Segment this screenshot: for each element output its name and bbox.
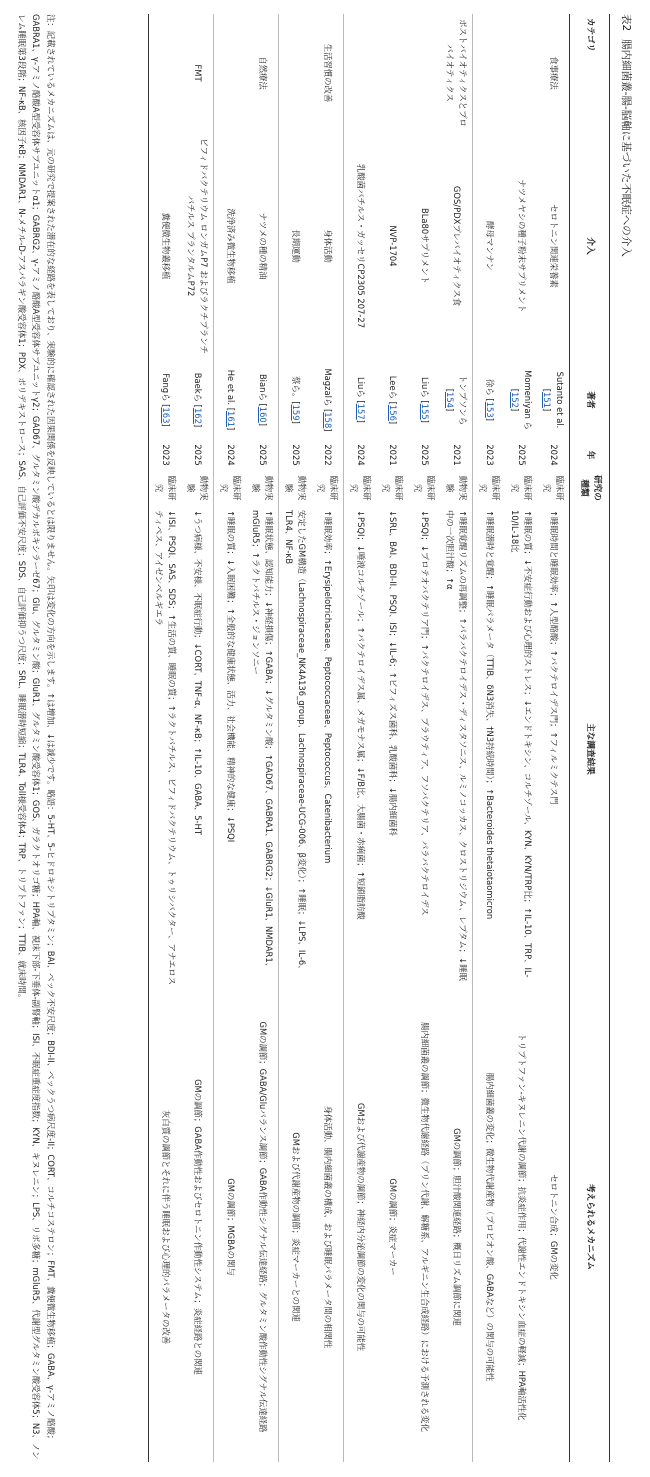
author-name: Baekら [ xyxy=(192,372,203,408)
mechanism-cell: 腸内細菌叢の変化；微生物代謝産物（プロピオン酸、GABAなど）の関与の可能性 xyxy=(484,1072,495,1382)
author-cell xyxy=(505,360,537,440)
year-cell: 2025 xyxy=(419,444,430,466)
reference-link[interactable]: 153 xyxy=(484,401,495,418)
header-mechanism: 考えられるメカニズム xyxy=(570,992,610,1462)
author-cell xyxy=(537,360,570,440)
year-cell: 2021 xyxy=(387,444,398,466)
year-cell: 2024 xyxy=(548,444,559,466)
author-name: Momeniyan ら [ xyxy=(510,370,534,430)
interventions-table xyxy=(148,14,610,1462)
reference-link[interactable]: 160 xyxy=(257,406,268,423)
table-row xyxy=(537,14,570,1462)
author-name: Bianら [ xyxy=(257,373,268,407)
category-cell xyxy=(376,14,408,132)
caption-label: 表2 xyxy=(620,14,632,32)
results-cell: 安定したGM構造（Lachnospiraceae_NK4A136_group、Lachnospiraceae-UCG-006、β変化）；↑睡眠；↓LPS、IL-6、TLR4、NF-κB xyxy=(284,510,308,974)
author-name: Liuら [ xyxy=(355,377,366,404)
results-cell: ↑睡眠の質；↓入眠困難；↑全般的な健康状態、活力、社会機能、精神的な健康；↓PSQI xyxy=(225,510,236,843)
results-cell: ↑睡眠の質；↓不安症行動および心理的ストレス；↓エンドトキシン、コルチゾール、KYN、KYN/TRP比；↑IL-10、TRP、IL-10/IL-18比 xyxy=(510,510,534,978)
mechanism-cell: GMおよび代謝産物の調節；神経内分泌調節の変化の関与の可能性 xyxy=(355,1102,366,1352)
author-name: Sutanto et al. [ xyxy=(542,371,566,429)
intervention-cell: 酵母マンナン xyxy=(484,221,495,271)
author-cell xyxy=(408,360,440,440)
author-name: 蔡ら。[ xyxy=(290,376,301,405)
table-row xyxy=(376,14,408,1462)
author-cell xyxy=(376,360,408,440)
category-cell xyxy=(344,14,377,132)
reference-link[interactable]: 152 xyxy=(510,392,521,408)
author-bracket: ] xyxy=(322,428,333,432)
intervention-cell: BLa80サプリメント xyxy=(419,208,430,284)
author-cell xyxy=(149,360,182,440)
intervention-cell: ナツメの種の精油 xyxy=(246,132,279,360)
mechanism-cell: 腸内細菌叢の調節；微生物代謝経路（プリン代謝、解糖系、アルギニン生合成経路）における予測される変化 xyxy=(419,1022,430,1432)
mechanism-cell: 身体活動、腸内細菌叢の構成、および睡眠パラメータ間の相関性 xyxy=(311,992,344,1462)
study-cell: 臨床研究 xyxy=(149,470,182,506)
study-cell: 動物実験 xyxy=(246,470,279,506)
header-row xyxy=(570,14,610,1462)
study-cell: 臨床研究 xyxy=(381,475,405,501)
header-year: 年 xyxy=(570,440,610,470)
results-cell: ↑睡眠効率；↑Erysipelotrichaceae、Peptococcaceae、Peptococcus、Catenibacterium xyxy=(311,506,344,992)
intervention-cell: 乳酸菌バチルス・ガッセリCP2305 207-27 xyxy=(355,163,366,329)
author-name: He et al. [ xyxy=(225,369,236,411)
header-study: 研究の種類 xyxy=(570,470,610,506)
table-row xyxy=(246,14,279,1462)
results-cell: ↓ISI、PSQI、SAS、SDS；↑生活の質、睡眠の質；↑ラクトバチルス、ビフィドバクテリウム、トゥリシバクター、アナエロスティペス、アイゼンベルギエラ xyxy=(149,506,182,992)
year-cell: 2023 xyxy=(149,440,182,470)
study-cell: 臨床研究 xyxy=(478,475,502,501)
intervention-cell: 糞便微生物叢移植 xyxy=(149,132,182,360)
results-cell: ↑睡眠状態、認知能力；↓神経損傷；↑GABA；↓グルタミン酸；↑GAD67、GABRA1、GABRG2；↓GluR1、NMDAR1、mGluR5；↑ラクトバチルス・ジョンソニー xyxy=(246,506,279,992)
year-cell: 2025 xyxy=(181,440,214,470)
category-cell: ポストバイオティクスとプロバイオティクス xyxy=(440,14,473,132)
table-footnote: 注：記載されているメカニズムは、元の研究で提案された潜在的な経路を表しており、実験的に確認された因果関係を反映しているとは限りません。矢印は変化の方向を示します。↑は増加、↓は減少です。略語：5-HT、5-ヒドロキシトリプタミン；BAI、ベック不安尺度；BDI-II、ベックうつ病尺度-II；CORT、コルチコステロン；FMT、糞便微生物移植；GABA、γ-アミノ酪酸；GABRA1、γ-アミノ酪酸A型受容体サブユニットα1；GABRG2、γ-アミノ酪酸A型受容体サブユニットγ2；GAD67、グルタミン酸デカルボキシラーゼ67；Glu、グルタミン酸；GluR1、グルタミン酸受容体1；GOS、ガラクトオリゴ糖；HPA軸、視床下部-下垂体-副腎軸；ISI、不眠症重症度指数；KYN、キヌレニン；LPS、リポ多糖；mGluR5、代謝型グルタミン酸受容体5；N3、ノンレム睡眠第3段階；NF-κB、核因子κB；NMDAR1、N-メチル-D-アスパラギン酸受容体1；PDX、ポリデキストロース；SAS、自己評価不安尺度；SDS、自己評価抑うつ尺度；SRL、睡眠潜時短縮；TLR4、Toll様受容体4；TRP、トリプトファン；TTIB、就床時間。 xyxy=(16,14,56,1460)
reference-link[interactable]: 156 xyxy=(387,404,398,421)
intervention-cell: 長期運動 xyxy=(290,229,301,263)
author-bracket: ] xyxy=(484,417,495,421)
author-cell xyxy=(344,360,377,440)
intervention-cell: 身体活動 xyxy=(311,132,344,360)
table-row xyxy=(505,14,537,1462)
mechanism-cell: セロトニン合成；GMの変化 xyxy=(548,1174,559,1280)
category-cell: 生活習慣の改善 xyxy=(311,14,344,132)
results-cell: ↓SRL、BAI、BDI-II、PSQI、ISI；↓IL-6；↑ビフィズス菌科、乳酸菌科；↓腸内細菌科 xyxy=(387,510,398,836)
author-cell xyxy=(473,360,506,440)
category-cell xyxy=(149,14,182,132)
author-name: Magzalら [ xyxy=(322,368,333,413)
mechanism-cell: GMの調節；胆汁酸関連経路；概日リズム調節に関連 xyxy=(440,992,473,1462)
table-caption xyxy=(619,14,634,265)
author-name: Leeら [ xyxy=(387,375,398,405)
study-cell: 臨床研究 xyxy=(349,475,373,501)
author-cell xyxy=(311,360,344,440)
study-cell: 臨床研究 xyxy=(311,470,344,506)
table-row xyxy=(473,14,506,1462)
author-cell xyxy=(279,360,312,440)
table-row xyxy=(279,14,312,1462)
caption-title: 腸内細菌叢-腸-脳軸に基づいた不眠症への介入 xyxy=(620,39,632,257)
header-category: カテゴリ xyxy=(570,14,610,132)
study-cell: 臨床研究 xyxy=(219,475,243,501)
author-name: Fangら [ xyxy=(160,373,171,408)
intervention-cell: 洗浄済み微生物移植 xyxy=(225,208,236,284)
author-bracket: ] xyxy=(355,419,366,423)
author-name: 徐ら [ xyxy=(484,379,495,402)
category-cell xyxy=(408,14,440,132)
reference-link[interactable]: 155 xyxy=(419,403,430,420)
intervention-cell: セロトニン関連栄養素 xyxy=(548,204,559,288)
reference-link[interactable]: 163 xyxy=(160,407,171,424)
reference-link[interactable]: 154 xyxy=(445,392,456,408)
study-cell: 臨床研究 xyxy=(413,475,437,501)
reference-link[interactable]: 157 xyxy=(355,403,366,420)
year-cell: 2021 xyxy=(440,440,473,470)
header-author: 著者 xyxy=(570,360,610,440)
table-row xyxy=(214,14,247,1462)
study-cell: 臨床研究 xyxy=(510,475,534,501)
intervention-cell: GOS/PDXプレバイオティクス食 xyxy=(440,132,473,360)
category-cell xyxy=(279,14,312,132)
category-cell: 食事療法 xyxy=(548,56,559,90)
year-cell: 2022 xyxy=(311,440,344,470)
category-cell: FMT xyxy=(181,14,214,132)
intervention-cell: ビフィドバクテリウム ロンガムP7 およびラクチプランチバチルス プランタルムP72 xyxy=(181,132,214,360)
table-row xyxy=(311,14,344,1462)
mechanism-cell: GMの調節；GABA/Gluバランス調節；GABA作動性シグナル伝達経路；グルタミン酸作動性シグナル伝達経路 xyxy=(246,992,279,1462)
results-cell: ↑睡眠潜時と覚醒；↑睡眠パラメータ（TTIB、δN3消失、†N3持続時間）；↑Bacteroides thetaiotaomicron xyxy=(484,510,495,920)
category-cell: 自然療法 xyxy=(246,14,279,132)
study-cell: 動物実験 xyxy=(284,475,308,501)
table-row xyxy=(440,14,473,1462)
study-cell: 動物実験 xyxy=(181,470,214,506)
author-bracket: ] xyxy=(225,426,236,431)
mechanism-cell: GMおよび代謝産物の調節；炎症マーカーとの関連 xyxy=(290,1132,301,1322)
table-row xyxy=(344,14,377,1462)
author-bracket: ] xyxy=(387,420,398,425)
header-intervention: 介入 xyxy=(570,132,610,360)
author-cell xyxy=(246,360,279,440)
study-cell: 動物実験 xyxy=(440,470,473,506)
results-cell: ↑睡眠時間と睡眠効率；↑人型酪酸；↑バクテロイデス門；↑フィルミクテス門 xyxy=(548,510,559,805)
author-cell xyxy=(214,360,247,440)
results-cell: ↓うつ病様、不安様、不眠症行動；↓CORT、TNF-α、NF-κB；↑IL-10、GABA、5-HT xyxy=(181,506,214,992)
year-cell: 2024 xyxy=(355,444,366,466)
author-name: トンプソンら [ xyxy=(445,374,469,426)
year-cell: 2025 xyxy=(290,444,301,466)
author-cell xyxy=(440,360,473,440)
author-name: Liuら [ xyxy=(419,377,430,404)
year-cell: 2024 xyxy=(225,444,236,466)
reference-link[interactable]: 162 xyxy=(192,407,203,424)
table-row xyxy=(181,14,214,1462)
category-cell xyxy=(505,14,537,132)
table-row xyxy=(408,14,440,1462)
author-bracket: ] xyxy=(445,408,456,412)
author-bracket: ] xyxy=(257,422,268,427)
author-bracket: ] xyxy=(542,408,553,412)
mechanism-cell: GMの調節；GABA作動性およびセロトニン作動性システム；炎症経路との関連 xyxy=(181,992,214,1462)
year-cell: 2025 xyxy=(246,440,279,470)
mechanism-cell: トリプトファン-キヌレニン代謝の調節；抗炎症作用；代謝性エンドトキシン血症の軽減；HPA軸活性化 xyxy=(516,1033,527,1421)
author-bracket: ] xyxy=(192,423,203,428)
category-cell xyxy=(214,14,247,132)
category-cell xyxy=(473,14,506,132)
reference-link[interactable]: 151 xyxy=(542,392,553,408)
results-cell: ↑睡眠覚醒リズムの再調整；↑パラバクテロイデス・ディスタソニス、ルミノコッカス、クロストリジウム、レプタム；↓睡眠中の一次胆汁酸；↑α xyxy=(440,506,473,992)
author-bracket: ] xyxy=(290,420,301,424)
year-cell: 2025 xyxy=(516,444,527,466)
intervention-cell: ナツメヤシの種子粉末サプリメント xyxy=(516,179,527,313)
author-bracket: ] xyxy=(419,419,430,423)
author-bracket: ] xyxy=(160,423,171,427)
results-cell: ↓PSQI；↓プロテオバクテリア門；↑パクテロイデス、ブラウティア、フソバクテリア、パラバクテロイデス xyxy=(419,510,430,916)
reference-link[interactable]: 159 xyxy=(290,404,301,421)
author-cell xyxy=(181,360,214,440)
year-cell: 2023 xyxy=(484,444,495,466)
mechanism-cell: GMの調節；炎症マーカー xyxy=(387,1178,398,1276)
header-results: 主な調査結果 xyxy=(570,506,610,992)
study-cell: 臨床研究 xyxy=(542,475,566,501)
reference-link[interactable]: 158 xyxy=(322,412,333,429)
mechanism-cell: GMの調節；MGBAの関与 xyxy=(225,1178,236,1276)
table-row xyxy=(149,14,182,1462)
reference-link[interactable]: 161 xyxy=(225,410,236,427)
results-cell: ↓PSQI；↓唾液コルチゾール；↑パクテロイデス属、メガモナス属；↓F/B比、大腸菌・赤痢菌；↑短鎖脂肪酸 xyxy=(355,510,366,920)
intervention-cell: NVP-1704 xyxy=(387,225,398,267)
author-bracket: ] xyxy=(510,408,521,412)
mechanism-cell: 灰白質の調節とそれに伴う睡眠および心理的パラメータの改善 xyxy=(149,992,182,1462)
